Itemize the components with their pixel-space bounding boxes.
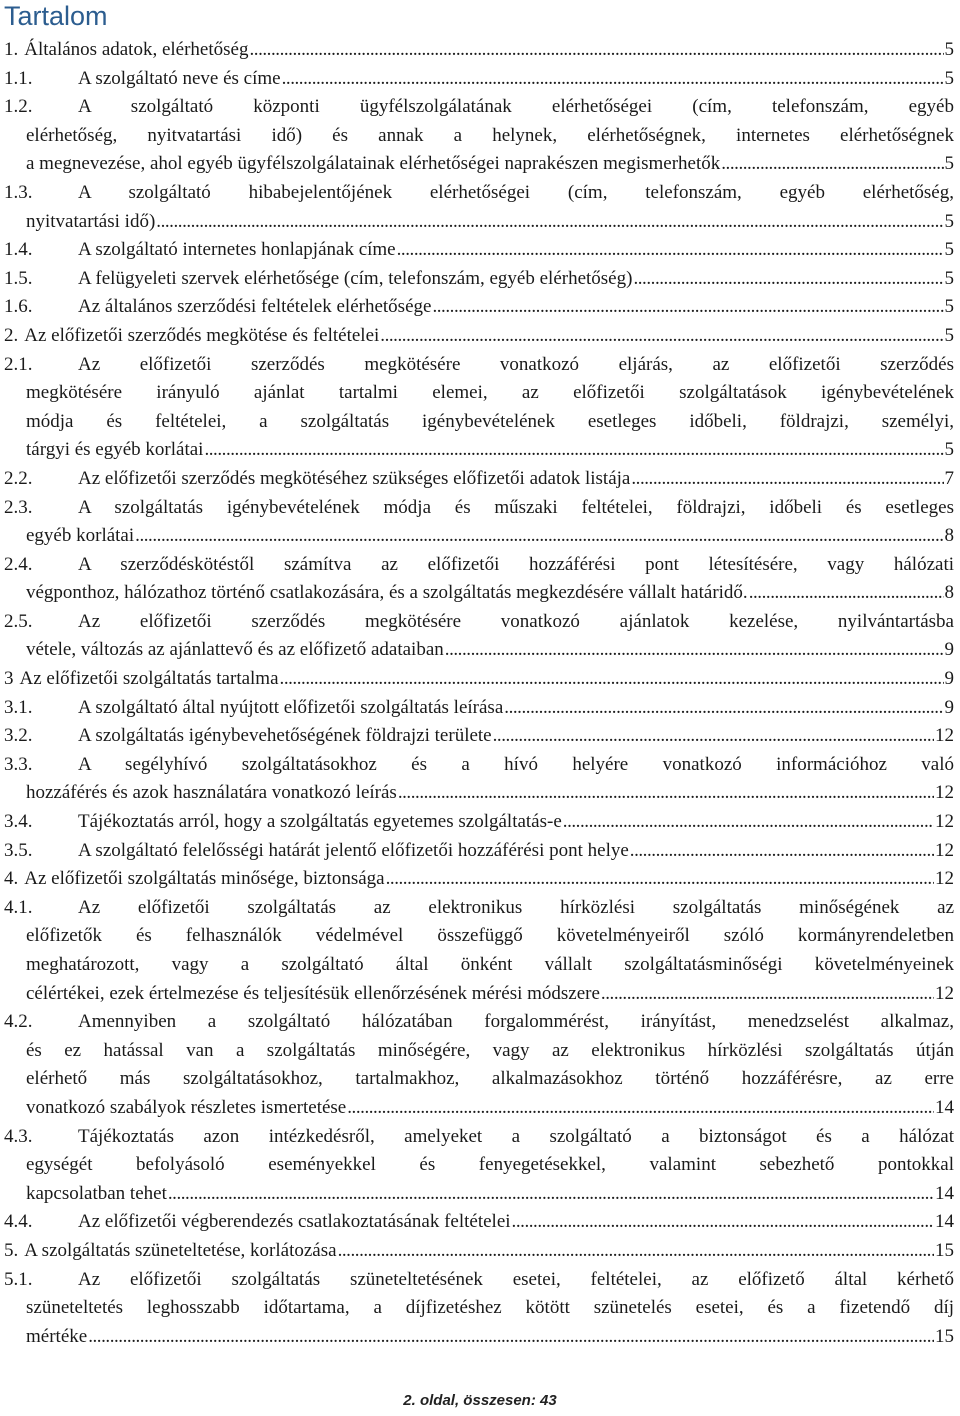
toc-entry[interactable]	[0, 551, 958, 608]
toc-entry-title: A szolgáltató hibabejelentőjének elérhetőségei (cím, telefonszám, egyéb elérhetőség,	[78, 181, 954, 203]
toc-leader-dots	[88, 1323, 934, 1352]
toc-line	[0, 837, 958, 866]
toc-page-number: 5	[944, 239, 954, 261]
toc-entry-title: A szolgáltató neve és címe	[78, 67, 281, 89]
toc-line	[0, 636, 958, 665]
toc-line	[0, 379, 958, 408]
toc-leader-dots	[721, 150, 943, 179]
toc-line	[0, 1180, 958, 1209]
toc-entry-title: Általános adatok, elérhetőség	[24, 39, 249, 60]
toc-entry[interactable]	[0, 265, 958, 294]
toc-entry-title: A szolgáltató felelősségi határát jelentő előfizetői hozzáférési pont helye	[78, 839, 629, 861]
toc-page-number: 7	[944, 467, 954, 489]
toc-entry-number: 4.	[4, 868, 19, 890]
toc-page-number: 5	[944, 153, 954, 175]
toc-entry[interactable]	[0, 1008, 958, 1122]
toc-line	[0, 1123, 958, 1152]
toc-line	[0, 436, 958, 465]
toc-entry[interactable]	[0, 236, 958, 265]
toc-page-number: 9	[944, 696, 954, 718]
toc-page-number: 12	[935, 839, 954, 861]
toc-line	[0, 551, 958, 580]
toc-entry-title: Az előfizetői szerződés megkötése és feltételei	[24, 324, 380, 346]
toc-page-number: 5	[944, 296, 954, 318]
toc-entry[interactable]	[0, 722, 958, 751]
toc-line	[0, 465, 958, 494]
toc-entry-title: A szolgáltató internetes honlapjának címe	[78, 239, 396, 261]
toc-line	[0, 236, 958, 265]
toc-entry[interactable]	[0, 36, 958, 65]
toc-entry-title: Amennyiben a szolgáltató hálózatában forgalommérést, irányítást, menedzselést alkalmaz,	[78, 1011, 954, 1033]
toc-entry-title: megkötésére irányuló ajánlat tartalmi elemei, az előfizetői szolgáltatások igénybevételének	[26, 382, 954, 404]
toc-entry[interactable]	[0, 65, 958, 94]
toc-page-number: 8	[944, 582, 954, 604]
toc-entry-title: nyitvatartási idő)	[26, 210, 156, 232]
toc-entry-number: 2.4.	[4, 553, 33, 575]
toc-entry[interactable]	[0, 293, 958, 322]
toc-page-number: 14	[935, 1211, 954, 1233]
toc-entry-title: vonatkozó szabályok részletes ismertetése	[26, 1096, 347, 1118]
toc-leader-dots	[386, 865, 934, 894]
toc-entry-number: 2.5.	[4, 610, 33, 632]
toc-entry-number: 4.2.	[4, 1011, 33, 1033]
toc-entry[interactable]	[0, 865, 958, 894]
toc-entry[interactable]	[0, 1266, 958, 1352]
toc-entry-number: 3.3.	[4, 753, 33, 775]
toc-line	[0, 608, 958, 637]
toc-line	[0, 1065, 958, 1094]
toc-line	[0, 1094, 958, 1123]
toc-page-number: 8	[944, 525, 954, 547]
toc-entry-number: 4.1.	[4, 896, 33, 918]
toc-entry[interactable]	[0, 322, 958, 351]
toc-leader-dots	[601, 980, 934, 1009]
toc-leader-dots	[398, 779, 934, 808]
toc-line	[0, 951, 958, 980]
toc-entry-title: Tájékoztatás azon intézkedésről, amelyeket a szolgáltató a biztonságot és a hálózat	[78, 1125, 954, 1147]
toc-entry[interactable]	[0, 1208, 958, 1237]
toc-leader-dots	[338, 1237, 934, 1266]
toc-line	[0, 208, 958, 237]
toc-page-number: 12	[935, 811, 954, 833]
toc-leader-dots	[204, 436, 943, 465]
toc-entry-title: Az előfizetői szolgáltatás minősége, biztonsága	[24, 868, 385, 890]
toc-entry-number: 3.4.	[4, 811, 33, 833]
toc-entry-title: vétele, változás az ajánlattevő és az előfizető adataiban	[26, 639, 444, 661]
toc-leader-dots	[249, 36, 943, 65]
toc-entry-title: A felügyeleti szervek elérhetősége (cím, telefonszám, egyéb elérhetőség)	[78, 267, 633, 289]
toc-entry-title: A szolgáltató központi ügyfélszolgálatának elérhetőségei (cím, telefonszám, egyéb	[78, 96, 954, 118]
toc-line	[0, 1266, 958, 1295]
toc-entry-title: Az előfizetői szerződés megkötésére vonatkozó eljárás, az előfizetői szerződés	[78, 353, 954, 375]
toc-leader-dots	[282, 65, 944, 94]
toc-leader-dots	[563, 808, 934, 837]
toc-page-number: 12	[935, 782, 954, 804]
toc-entry-number: 1.2.	[4, 96, 33, 118]
toc-entry-title: hozzáférés és azok használatára vonatkozó leírás	[26, 782, 397, 804]
page-total: 43	[540, 1392, 557, 1409]
toc-entry[interactable]	[0, 494, 958, 551]
toc-page-number: 9	[944, 639, 954, 661]
toc-entry-number: 4.4.	[4, 1211, 33, 1233]
toc-entry-number: 1.1.	[4, 67, 33, 89]
toc-entry-number: 3.5.	[4, 839, 33, 861]
toc-entry-title: módja és feltételei, a szolgáltatás igénybevételének esetleges időbeli, földrajzi, személyi,	[26, 410, 954, 432]
toc-line	[0, 522, 958, 551]
toc-entry-title: és ez hatással van a szolgáltatás minőségére, vagy az elektronikus hírközlési szolgáltatás útján	[26, 1039, 954, 1061]
toc-entry-title: előfizetők és felhasználók védelmével összefüggő követelményeiről szóló kormányrendeletben	[26, 925, 954, 947]
toc-page-number: 14	[935, 1182, 954, 1204]
toc-line	[0, 1151, 958, 1180]
toc-entry-title: egységét befolyásoló eseményekkel és fenyegetésekkel, valamint sebezhető pontokkal	[26, 1154, 954, 1176]
page-footer	[0, 1392, 960, 1409]
toc-leader-dots	[432, 293, 943, 322]
toc-line	[0, 1294, 958, 1323]
toc-line	[0, 665, 958, 694]
toc-entry[interactable]	[0, 808, 958, 837]
toc-entry[interactable]	[0, 351, 958, 465]
toc-entry-title: A szolgáltató által nyújtott előfizetői szolgáltatás leírása	[78, 696, 504, 718]
toc-entry-number: 2.2.	[4, 467, 33, 489]
toc-leader-dots	[749, 579, 944, 608]
toc-leader-dots	[493, 722, 934, 751]
toc-leader-dots	[445, 636, 944, 665]
toc-line	[0, 65, 958, 94]
toc-entry[interactable]	[0, 608, 958, 665]
toc-entry-title: elérhetőség, nyitvatartási idő) és annak a helynek, elérhetőségnek, internetes elérhetőségnek	[26, 124, 954, 146]
toc-page-number: 5	[944, 324, 954, 346]
toc-leader-dots	[630, 837, 934, 866]
toc-line	[0, 980, 958, 1009]
toc-page-number: 5	[944, 267, 954, 289]
toc-page-number: 5	[944, 67, 954, 89]
toc-entry-title: A szolgáltatás igénybevehetőségének földrajzi területe	[78, 725, 492, 747]
toc-entry-title: egyéb korlátai	[26, 525, 135, 547]
toc-entry-title: célértékei, ezek értelmezése és teljesítésük ellenőrzésének mérési módszere	[26, 982, 600, 1004]
toc-line	[0, 779, 958, 808]
toc-entry[interactable]	[0, 894, 958, 1008]
toc-entry-number: 1.	[4, 39, 19, 60]
toc-entry-title: meghatározott, vagy a szolgáltató által önként vállalt szolgáltatásminőségi követelményeinek	[26, 954, 954, 975]
toc-leader-dots	[397, 236, 944, 265]
toc-entry-number: 3.1.	[4, 696, 33, 718]
toc-line	[0, 1237, 958, 1266]
toc-entry[interactable]	[0, 93, 958, 179]
toc-page-number: 12	[935, 868, 954, 890]
toc-entry-title: a megnevezése, ahol egyéb ügyfélszolgálatainak elérhetőségei naprakészen megismerhetők	[26, 153, 721, 175]
toc-line	[0, 293, 958, 322]
toc-page-number: 15	[935, 1239, 954, 1261]
toc-entry-title: A segélyhívó szolgáltatásokhoz és a hívó helyére vonatkozó információhoz való	[78, 753, 954, 775]
toc-entry[interactable]	[0, 665, 958, 694]
toc-line	[0, 865, 958, 894]
toc-entry-title: Az előfizetői végberendezés csatlakoztatásának feltételei	[78, 1211, 511, 1233]
toc-line	[0, 150, 958, 179]
toc-leader-dots	[631, 465, 943, 494]
toc-page-number: 12	[935, 725, 954, 747]
toc-leader-dots	[512, 1208, 934, 1237]
toc-entry-title: elérhető más szolgáltatásokhoz, tartalmakhoz, alkalmazásokhoz történő hozzáférésre, az erre	[26, 1068, 954, 1090]
toc-entry[interactable]	[0, 751, 958, 808]
toc-entry[interactable]	[0, 179, 958, 236]
table-of-contents	[0, 36, 958, 1351]
page-number-label: 2. oldal, összesen:	[403, 1392, 536, 1409]
toc-line	[0, 579, 958, 608]
toc-leader-dots	[504, 694, 943, 723]
toc-line	[0, 494, 958, 523]
toc-entry-title: tárgyi és egyéb korlátai	[26, 439, 204, 461]
toc-line	[0, 722, 958, 751]
toc-entry-title: A szerződéskötéstől számítva az előfizetői hozzáférési pont létesítésére, vagy hálózati	[78, 553, 954, 575]
toc-leader-dots	[156, 208, 943, 237]
toc-entry-number: 3.2.	[4, 725, 33, 747]
toc-page-number: 9	[944, 668, 954, 690]
toc-entry-number: 1.5.	[4, 267, 33, 289]
toc-leader-dots	[347, 1094, 934, 1123]
toc-entry-number: 2.3.	[4, 496, 33, 518]
toc-line	[0, 36, 958, 65]
toc-entry-number: 1.3.	[4, 181, 33, 203]
toc-line	[0, 179, 958, 208]
toc-entry-number: 2.	[4, 324, 19, 346]
toc-entry-title: Az előfizetői szolgáltatás az elektronikus hírközlési szolgáltatás minőségének az	[78, 896, 954, 918]
toc-entry-title: szüneteltetés leghosszabb időtartama, a díjfizetéshez kötött szünetelés esetei, és a fizetendő díj	[26, 1297, 954, 1319]
toc-line	[0, 1208, 958, 1237]
toc-line	[0, 808, 958, 837]
toc-page-number: 15	[935, 1325, 954, 1347]
toc-entry-title: kapcsolatban tehet	[26, 1182, 167, 1204]
toc-entry-number: 5.	[4, 1239, 19, 1261]
toc-entry-title: Az előfizetői szolgáltatás szüneteltetésének esetei, feltételei, az előfizető által kérhető	[78, 1268, 954, 1290]
toc-entry[interactable]	[0, 1123, 958, 1209]
toc-page-number: 5	[944, 210, 954, 232]
toc-page-number: 5	[944, 39, 954, 60]
toc-entry-title: Az előfizetői szerződés megkötésére vonatkozó ajánlatok kezelése, nyilvántartásba	[78, 610, 954, 632]
toc-leader-dots	[280, 665, 944, 694]
toc-leader-dots	[168, 1180, 934, 1209]
toc-line	[0, 922, 958, 951]
toc-entry-number: 1.6.	[4, 296, 33, 318]
toc-line	[0, 408, 958, 437]
toc-line	[0, 751, 958, 780]
toc-title: Tartalom	[4, 1, 108, 31]
toc-leader-dots	[633, 265, 943, 294]
toc-line	[0, 351, 958, 380]
toc-entry-number: 4.3.	[4, 1125, 33, 1147]
toc-line	[0, 694, 958, 723]
toc-entry-number: 1.4.	[4, 239, 33, 261]
toc-entry-title: A szolgáltatás szüneteltetése, korlátozása	[24, 1239, 337, 1261]
toc-line	[0, 322, 958, 351]
toc-line	[0, 122, 958, 151]
toc-entry-number: 5.1.	[4, 1268, 33, 1290]
toc-page-number: 12	[935, 982, 954, 1004]
toc-page-number: 14	[935, 1096, 954, 1118]
toc-entry[interactable]	[0, 1237, 958, 1266]
toc-entry-number: 2.1.	[4, 353, 33, 375]
toc-entry-title: Tájékoztatás arról, hogy a szolgáltatás egyetemes szolgáltatás-e	[78, 811, 562, 833]
toc-entry-title: Az előfizetői szerződés megkötéséhez szükséges előfizetői adatok listája	[78, 467, 631, 489]
toc-entry[interactable]	[0, 837, 958, 866]
toc-page-number: 5	[944, 439, 954, 461]
toc-line	[0, 894, 958, 923]
toc-line	[0, 1323, 958, 1352]
toc-leader-dots	[380, 322, 943, 351]
toc-entry[interactable]	[0, 694, 958, 723]
toc-line	[0, 1008, 958, 1037]
toc-line	[0, 93, 958, 122]
toc-entry[interactable]	[0, 465, 958, 494]
toc-entry-title: mértéke	[26, 1325, 88, 1347]
toc-line	[0, 1037, 958, 1066]
toc-entry-title: Az előfizetői szolgáltatás tartalma	[19, 668, 279, 690]
toc-entry-title: A szolgáltatás igénybevételének módja és műszaki feltételei, földrajzi, időbeli és esetleges	[78, 496, 954, 518]
toc-entry-title: Az általános szerződési feltételek elérhetősége	[78, 296, 432, 318]
toc-entry-number: 3	[4, 668, 14, 690]
toc-entry-title: végponthoz, hálózathoz történő csatlakozására, és a szolgáltatás megkezdésére vállalt határidő.	[26, 582, 748, 604]
toc-leader-dots	[135, 522, 943, 551]
toc-line	[0, 265, 958, 294]
